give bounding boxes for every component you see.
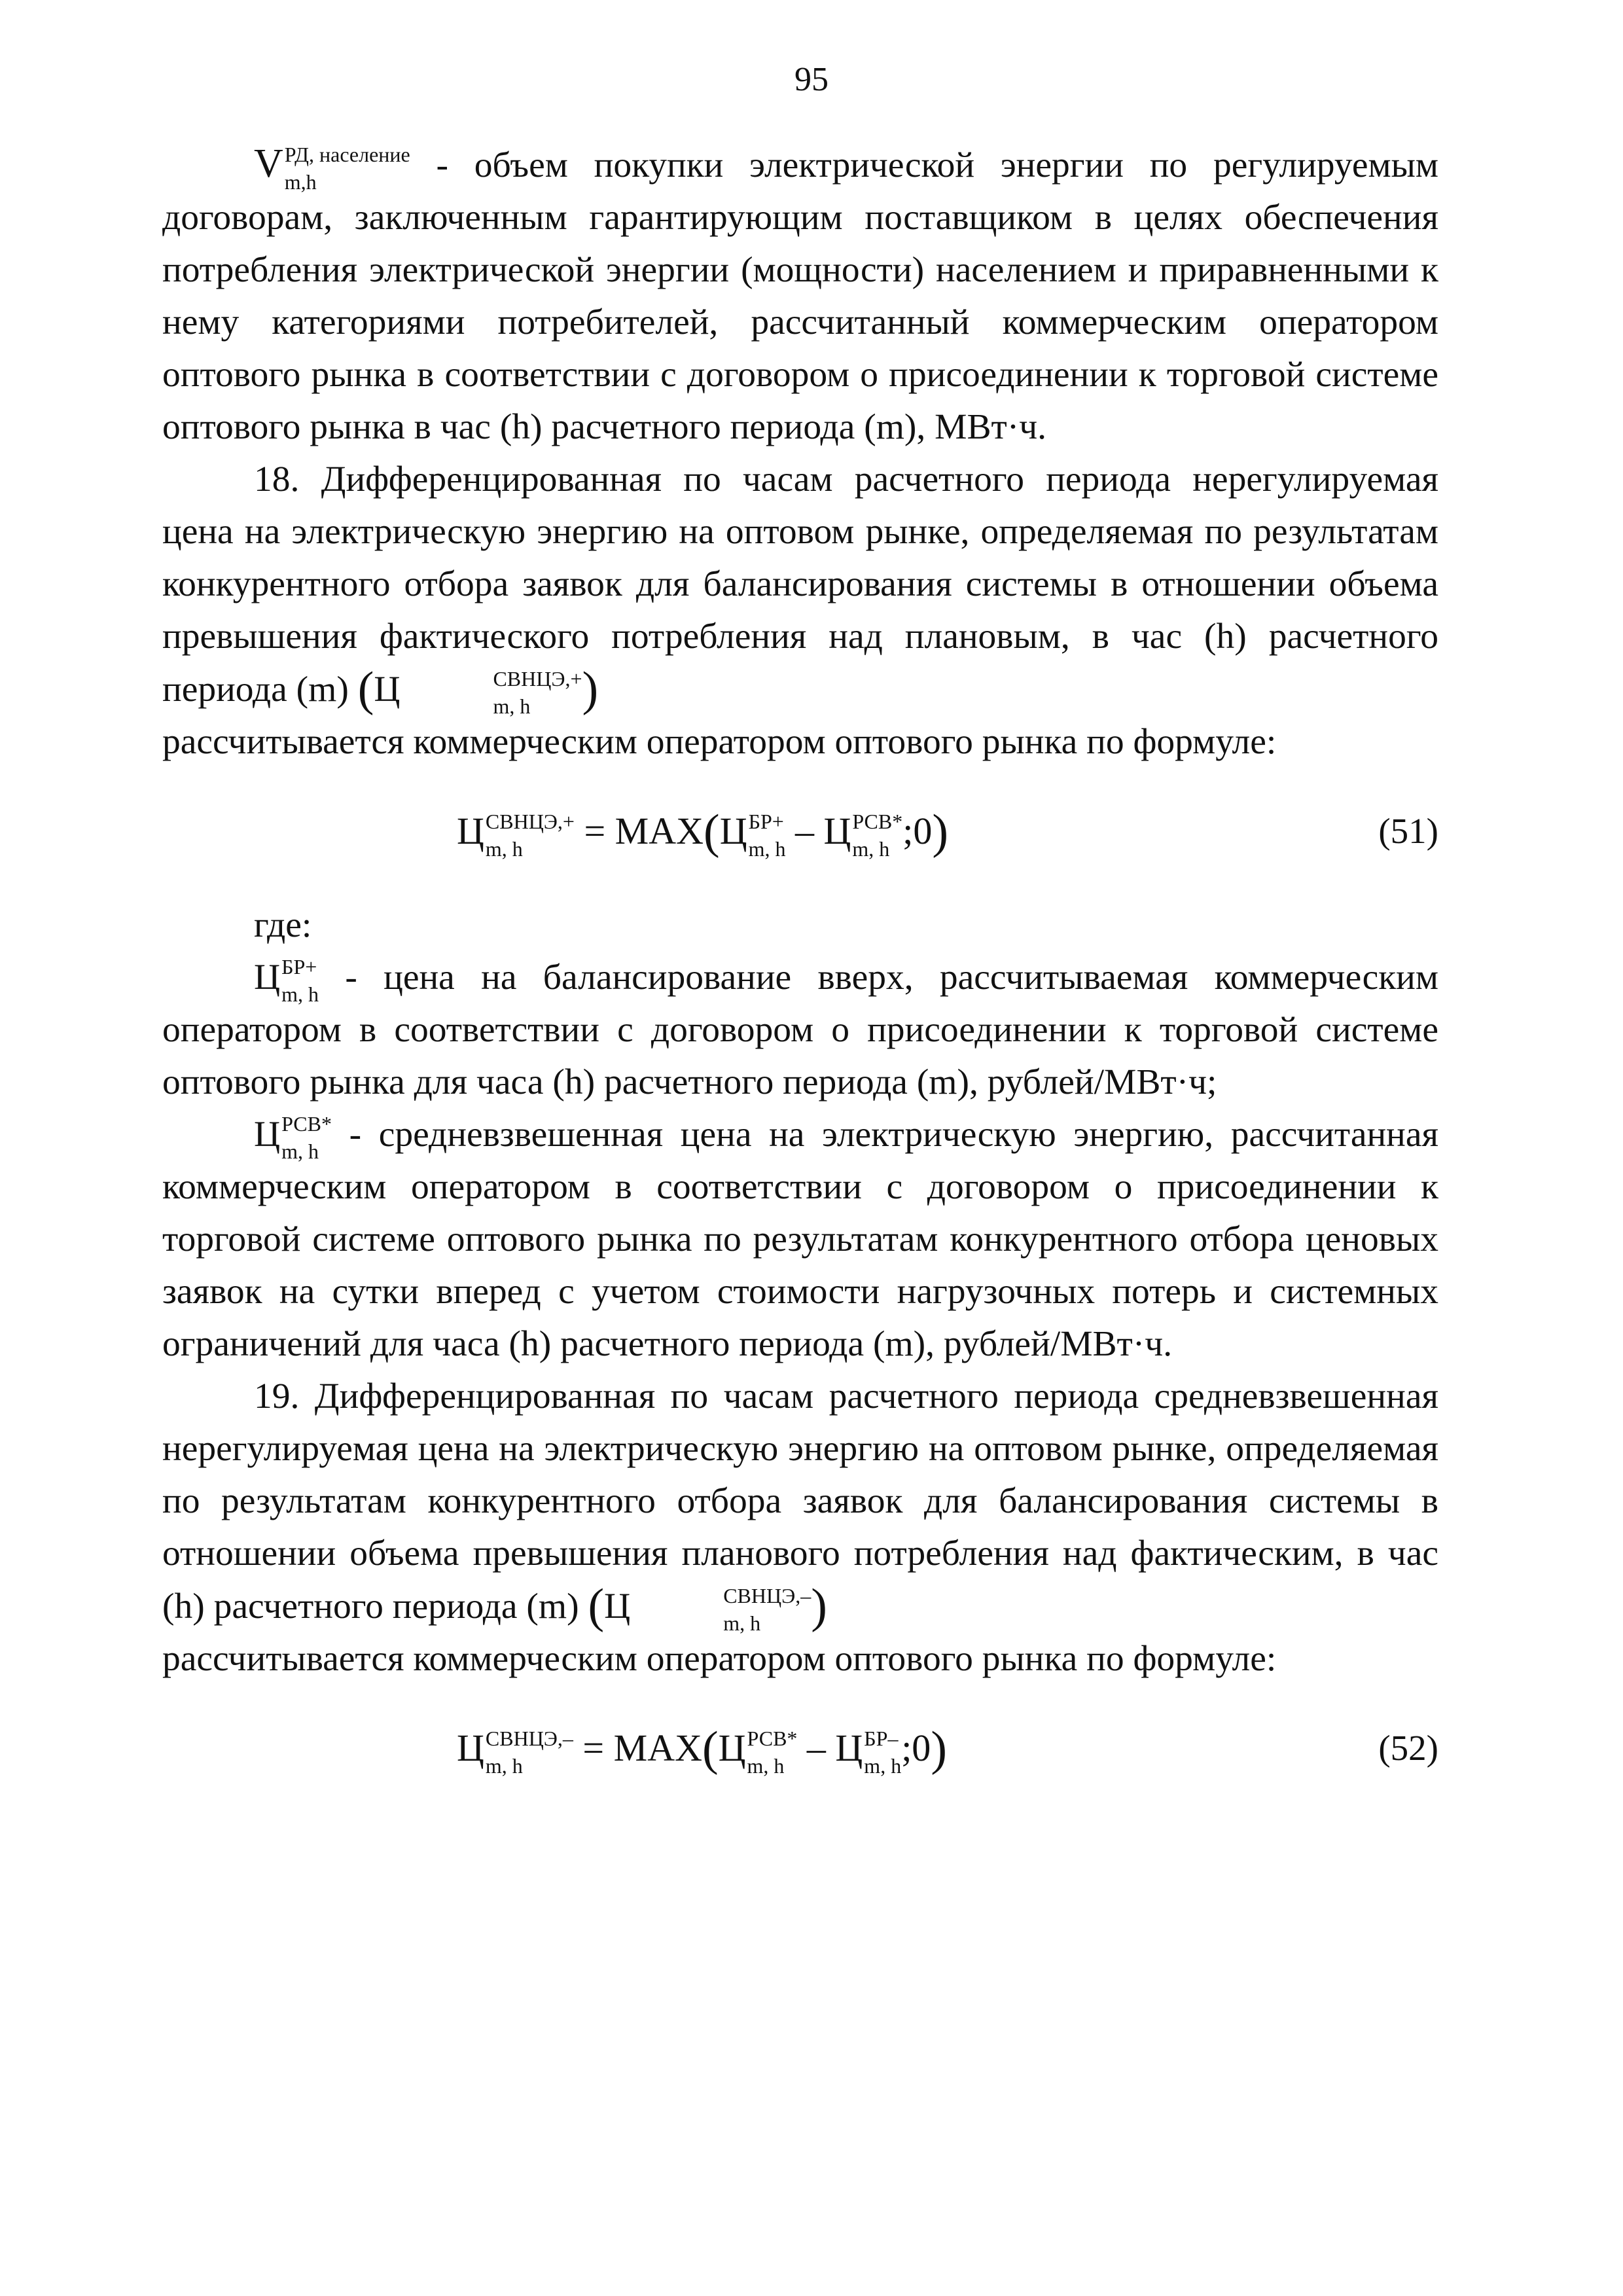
where-label: где:: [254, 905, 312, 945]
v-symbol: V РД, население m,h: [254, 141, 410, 194]
page-content: [162, 137, 1438, 1816]
definition-br-lead: - цена на балансирование вверх, рассчитываемая коммерческим: [345, 958, 1438, 997]
paragraph-18-text: 18. Дифференцированная по часам расчетного периода нерегулируемая цена на электрическую энергию на оптовом рынке, определяемая по результатам конкурентного отбора заявок для балансирования системы в отношении объема превышения фактического потребления над плановым, в час (h) расчетного периода (m): [162, 459, 1438, 709]
paragraph-18: [162, 454, 1438, 719]
definition-lead: - объем покупки электрической энергии по: [436, 145, 1188, 185]
definition-text: регулируемым договорам, заключенным гарантирующим поставщиком в целях обеспечения потребления электрической энергии (мощности) населением и приравненными к нему категориями потребителей, рассчитанный коммерческим оператором оптового рынка в соответствии с договором о присоединении к торговой системе оптового рынка в час (h) расчетного периода (m), МВт·ч.: [162, 145, 1439, 447]
definition-rsv-text: рассчитанная коммерческим оператором в соответствии с договором о присоединении к торговой системе оптового рынка по результатам конкурентного отбора ценовых заявок на сутки вперед с учетом стоимости нагрузочных потерь и системных ограничений для часа (h) расчетного периода (m), рублей/МВт·ч.: [162, 1115, 1439, 1364]
definition-br-plus: [162, 952, 1438, 1109]
definition-rsv-lead: - средневзвешенная цена на электрическую энергию,: [349, 1115, 1214, 1155]
symbol-rsv: Ц РСВ* m, h: [254, 1112, 332, 1164]
definition-br-text: оператором в соответствии с договором о присоединении к торговой системе оптового рынка для часа (h) расчетного периода (m), рублей/МВт·ч;: [162, 1010, 1438, 1102]
symbol-br-plus: Ц БР+ m, h: [254, 955, 319, 1007]
paragraph-19-tail: рассчитывается коммерческим оператором оптового рынка по формуле:: [162, 1639, 1277, 1679]
formula-52: [162, 1696, 1438, 1801]
formula-51: [162, 779, 1438, 884]
paragraph-18-tail: рассчитывается коммерческим оператором оптового рынка по формуле:: [162, 722, 1277, 762]
definition-v-volume: [162, 137, 1438, 454]
inline-symbol-svnce-plus: (Ц СВНЦЭ,+ m, h ): [357, 662, 599, 719]
page-number: 95: [794, 61, 829, 98]
formula-52-number: (52): [1378, 1728, 1438, 1768]
formula-51-number: (51): [1378, 811, 1438, 851]
paragraph-19-text: 19. Дифференцированная по часам расчетного периода средневзвешенная нерегулируемая цена на электрическую энергию на оптовом рынке, определяемая по результатам конкурентного отбора заявок для балансирования системы в отношении объема превышения планового потребления над фактическим, в час (h) расчетного периода (m): [162, 1376, 1438, 1626]
formula-52-expression: Ц СВНЦЭ,– m, h = MAX(Ц РСВ* m, h – Ц БР– m, h ;0): [457, 1722, 947, 1778]
definition-rsv: [162, 1109, 1438, 1371]
formula-51-expression: Ц СВНЦЭ,+ m, h = MAX(Ц БР+ m, h – Ц РСВ* m, h ;0): [457, 805, 949, 861]
paragraph-19: [162, 1371, 1438, 1636]
inline-symbol-svnce-minus: (Ц СВНЦЭ,– m, h ): [588, 1579, 827, 1636]
